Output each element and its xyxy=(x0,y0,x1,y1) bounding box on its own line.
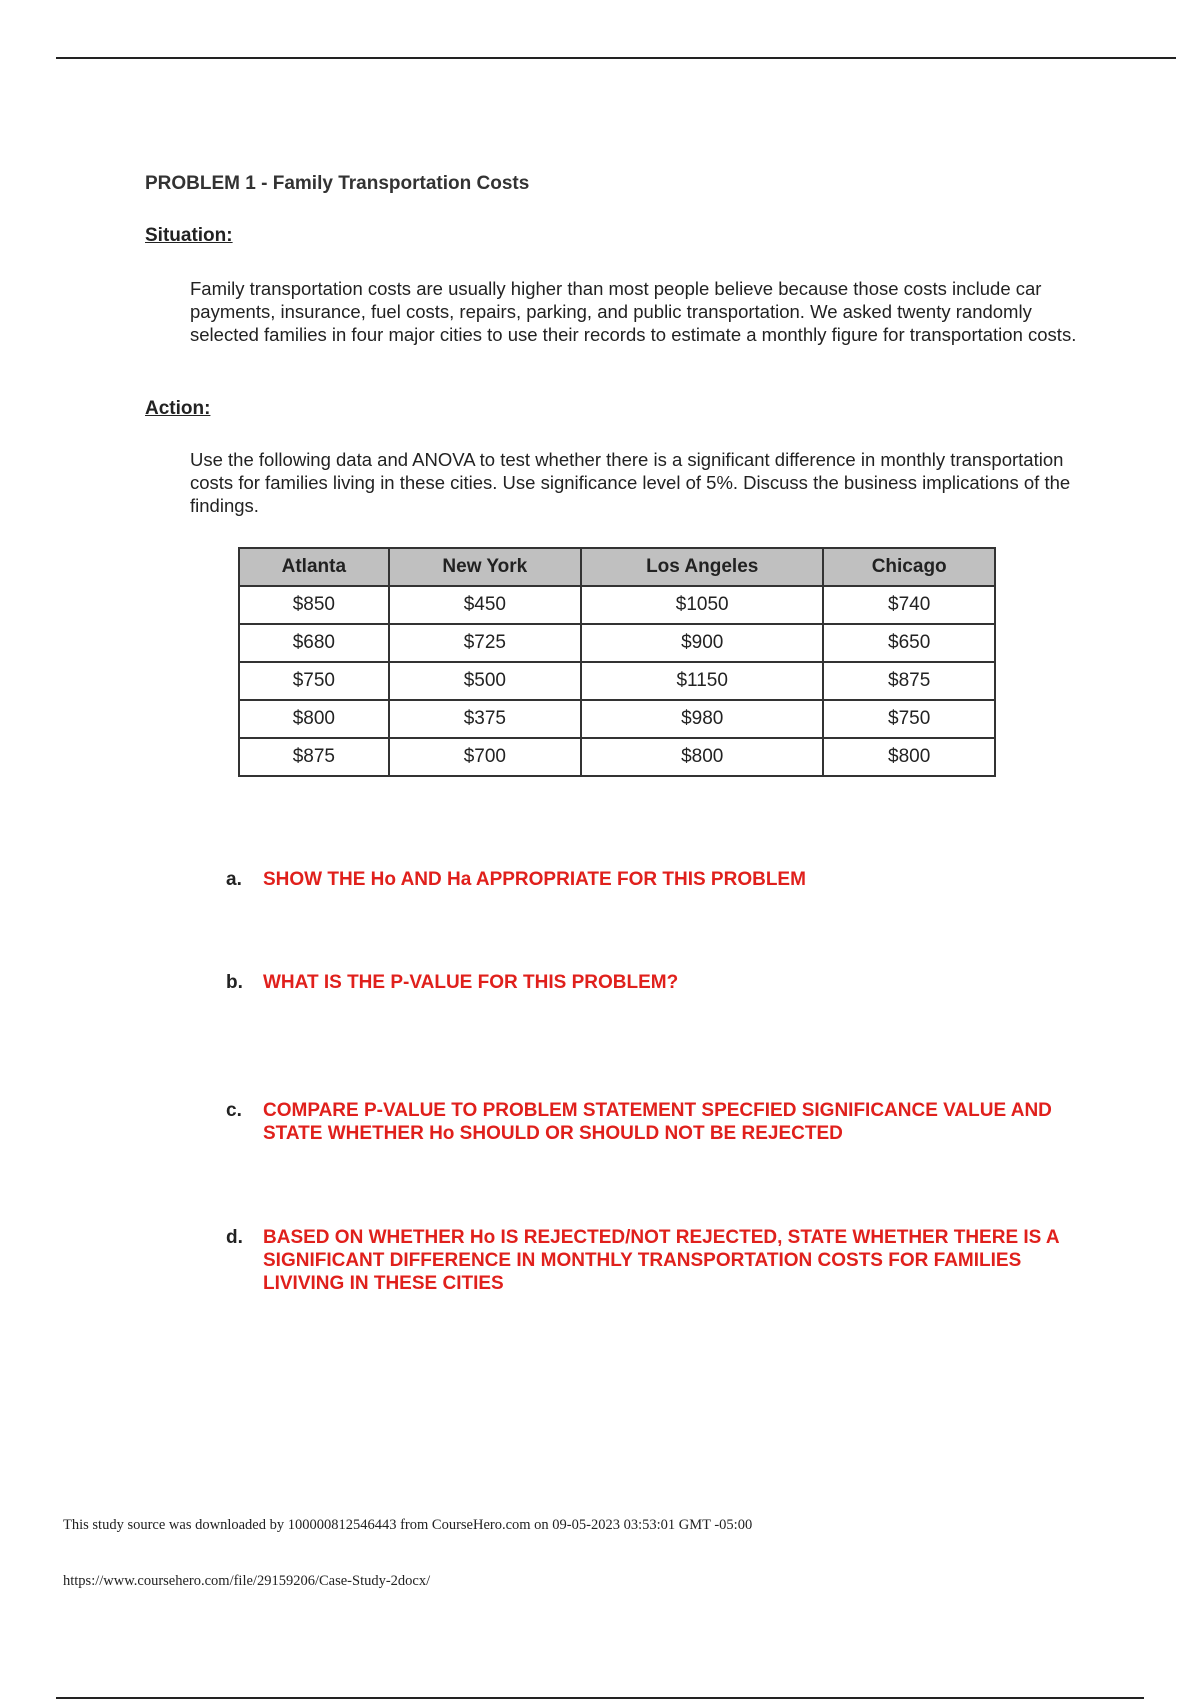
situation-heading: Situation: xyxy=(145,225,233,246)
column-header-los-angeles: Los Angeles xyxy=(581,548,823,586)
table-cell: $375 xyxy=(389,700,581,738)
download-source-notice: This study source was downloaded by 100000812546443 from CourseHero.com on 09-05-2023 03:53:01 GMT -05:00 xyxy=(63,1517,753,1533)
action-text: Use the following data and ANOVA to test whether there is a significant difference in monthly transportation costs for families living in these cities. Use significance level of 5%. Discuss the business implications of the findings. xyxy=(190,449,1071,516)
column-header-new-york: New York xyxy=(389,548,581,586)
question-c xyxy=(226,1099,1086,1145)
question-b xyxy=(226,971,1086,994)
table-cell: $700 xyxy=(389,738,581,776)
bottom-rule xyxy=(56,1697,1144,1699)
question-text: BASED ON WHETHER Ho IS REJECTED/NOT REJECTED, STATE WHETHER THERE IS A SIGNIFICANT DIFFERENCE IN MONTHLY TRANSPORTATION COSTS FOR FAMILIES LIVIVING IN THESE CITIES xyxy=(263,1227,1059,1294)
table-row xyxy=(239,624,995,662)
question-d xyxy=(226,1226,1086,1295)
top-rule xyxy=(56,57,1176,59)
table-cell: $850 xyxy=(239,586,389,624)
question-letter: d. xyxy=(226,1227,243,1248)
question-text: SHOW THE Ho AND Ha APPROPRIATE FOR THIS PROBLEM xyxy=(263,869,806,890)
table-row xyxy=(239,700,995,738)
question-a xyxy=(226,868,1086,891)
table-row xyxy=(239,738,995,776)
table-cell: $450 xyxy=(389,586,581,624)
table-header-row xyxy=(239,548,995,586)
table-cell: $980 xyxy=(581,700,823,738)
table-cell: $650 xyxy=(823,624,995,662)
question-text: WHAT IS THE P-VALUE FOR THIS PROBLEM? xyxy=(263,972,679,993)
transportation-cost-table xyxy=(238,547,996,777)
column-header-atlanta: Atlanta xyxy=(239,548,389,586)
table-cell: $875 xyxy=(239,738,389,776)
situation-text: Family transportation costs are usually higher than most people believe because those costs include car payments, insurance, fuel costs, repairs, parking, and public transportation. We asked twenty randomly selected families in four major cities to use their records to estimate a monthly figure for transportation costs. xyxy=(190,278,1077,345)
table-cell: $500 xyxy=(389,662,581,700)
table-cell: $680 xyxy=(239,624,389,662)
table-cell: $900 xyxy=(581,624,823,662)
question-text: COMPARE P-VALUE TO PROBLEM STATEMENT SPECFIED SIGNIFICANCE VALUE AND STATE WHETHER Ho SHOULD OR SHOULD NOT BE REJECTED xyxy=(263,1100,1052,1144)
table-cell: $750 xyxy=(239,662,389,700)
table-cell: $875 xyxy=(823,662,995,700)
table-row xyxy=(239,662,995,700)
source-url: https://www.coursehero.com/file/29159206/Case-Study-2docx/ xyxy=(63,1573,431,1589)
table-cell: $800 xyxy=(239,700,389,738)
column-header-chicago: Chicago xyxy=(823,548,995,586)
question-letter: b. xyxy=(226,972,243,993)
table-cell: $800 xyxy=(581,738,823,776)
problem-title: PROBLEM 1 - Family Transportation Costs xyxy=(145,173,530,194)
table-cell: $725 xyxy=(389,624,581,662)
table-cell: $1150 xyxy=(581,662,823,700)
table-cell: $740 xyxy=(823,586,995,624)
table-cell: $750 xyxy=(823,700,995,738)
table-cell: $1050 xyxy=(581,586,823,624)
question-letter: c. xyxy=(226,1100,242,1121)
question-letter: a. xyxy=(226,869,242,890)
table-row xyxy=(239,586,995,624)
table-cell: $800 xyxy=(823,738,995,776)
action-heading: Action: xyxy=(145,398,211,419)
